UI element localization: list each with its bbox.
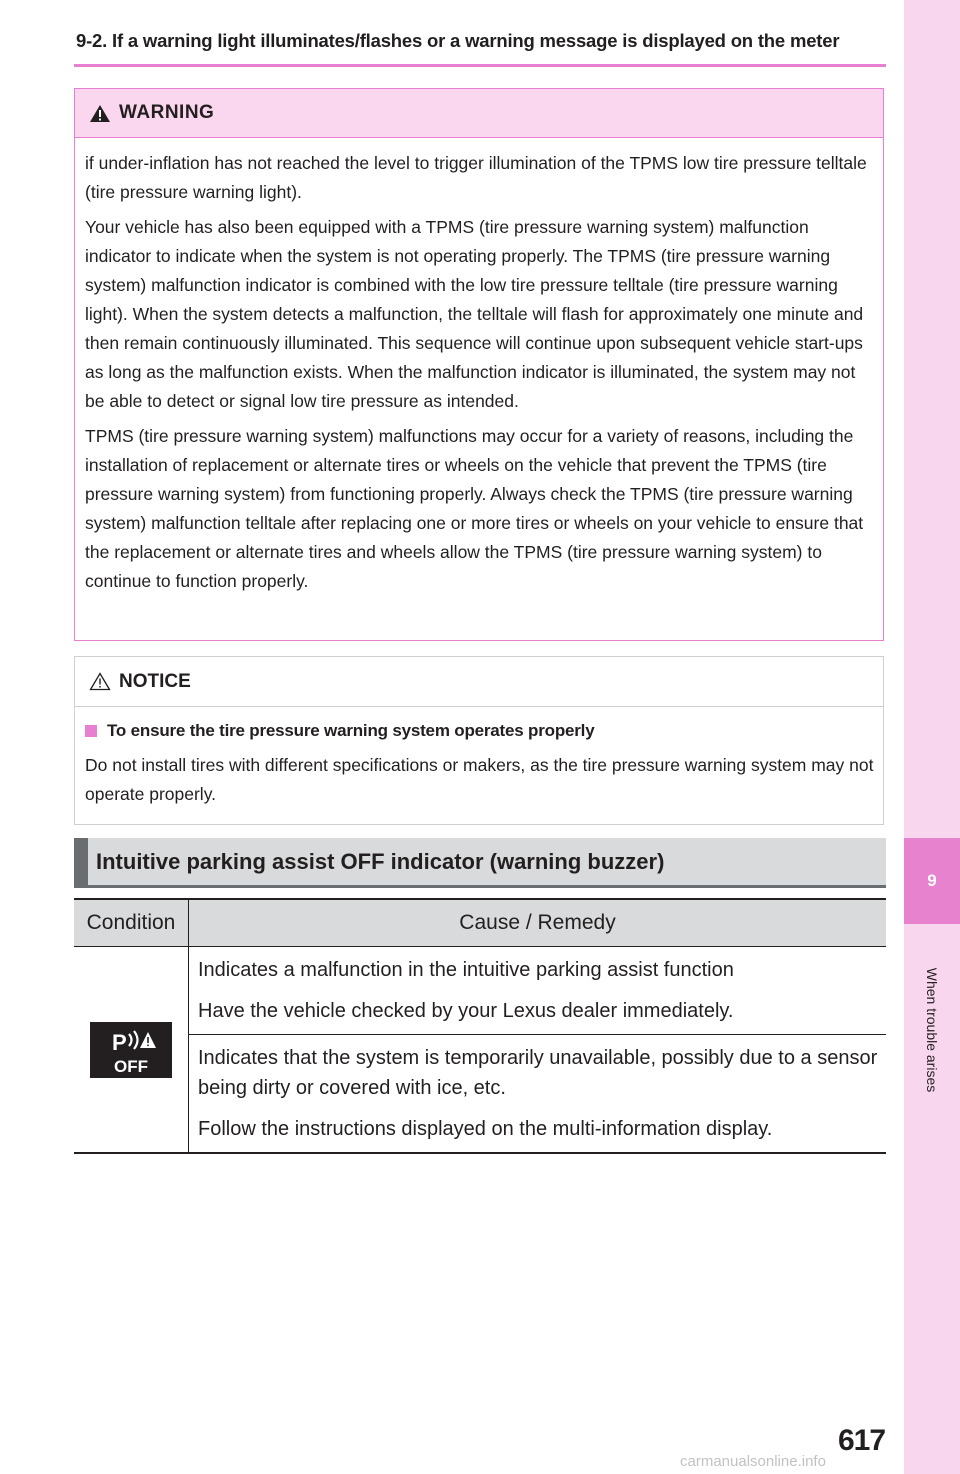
column-header-condition: Condition	[74, 899, 189, 947]
condition-cell	[74, 947, 189, 1154]
table-header-row	[74, 899, 886, 947]
page-number: 617	[838, 1424, 886, 1457]
notice-header	[75, 657, 883, 707]
remedy-line: Have the vehicle checked by your Lexus dealer immediately.	[198, 1000, 734, 1022]
remedy-line: Follow the instructions displayed on the multi-information display.	[198, 1118, 773, 1140]
warning-paragraph: if under-inflation has not reached the level to trigger illumination of the TPMS low tire pressure telltale (tire pressure warning light).	[85, 153, 867, 202]
page-header-title: 9-2. If a warning light illuminates/flashes or a warning message is displayed on the meter	[76, 30, 840, 51]
chapter-label: When trouble arises	[924, 967, 940, 1093]
condition-table	[74, 898, 886, 1154]
table-row	[74, 947, 886, 1035]
caution-outline-icon	[89, 672, 111, 691]
parking-assist-off-icon	[90, 1022, 172, 1078]
notice-subheading-text: To ensure the tire pressure warning system operates properly	[107, 721, 595, 740]
svg-text:P: P	[112, 1029, 127, 1055]
warning-header	[75, 89, 883, 138]
warning-paragraph: TPMS (tire pressure warning system) malfunctions may occur for a variety of reasons, including the installation of replacement or alternate tires or wheels on the vehicle that prevent the TPMS (tire pressure warning system) from functioning properly. Always check the TPMS (tire pressure warning system) malfunction telltale after replacing one or more tires or wheels on your vehicle to ensure that the replacement or alternate tires and wheels allow the TPMS (tire pressure warning system) to continue to function properly.	[85, 426, 864, 591]
cause-line: Indicates a malfunction in the intuitive parking assist function	[198, 959, 734, 981]
watermark-text: carmanualsonline.info	[680, 1453, 826, 1470]
section-heading-bar	[74, 838, 886, 888]
warning-label: WARNING	[119, 102, 215, 123]
cause-remedy-cell	[189, 947, 887, 1035]
cause-remedy-cell	[189, 1035, 887, 1154]
square-bullet-icon	[85, 725, 97, 737]
header-rule	[74, 64, 886, 67]
icon-off-text: OFF	[114, 1056, 148, 1076]
cause-line: Indicates that the system is temporarily unavailable, possibly due to a sensor being dirty or covered with ice, etc.	[198, 1047, 878, 1099]
side-tab-strip	[904, 0, 960, 1474]
table-row	[74, 1035, 886, 1154]
column-header-cause-remedy: Cause / Remedy	[189, 899, 887, 947]
section-title: Intuitive parking assist OFF indicator (warning buzzer)	[96, 848, 665, 874]
notice-label: NOTICE	[119, 670, 191, 692]
warning-box	[74, 88, 884, 641]
notice-box	[74, 656, 884, 825]
warning-paragraph: Your vehicle has also been equipped with a TPMS (tire pressure warning system) malfunction indicator to indicate when the system is not operating properly. The TPMS (tire pressure warning system) malfunction indicator is combined with the low tire pressure telltale (tire pressure warning light). When the system detects a malfunction, the telltale will flash for approximately one minute and then remain continuously illuminated. This sequence will continue upon subsequent vehicle start-ups as long as the malfunction exists. When the malfunction indicator is illuminated, the system may not be able to detect or signal low tire pressure as intended.	[85, 217, 864, 411]
warning-triangle-icon	[89, 104, 111, 123]
chapter-number-tab[interactable]: 9	[904, 838, 960, 924]
notice-body: Do not install tires with different specifications or makers, as the tire pressure warning system may not operate properly.	[85, 755, 874, 804]
notice-subheading	[85, 721, 883, 741]
